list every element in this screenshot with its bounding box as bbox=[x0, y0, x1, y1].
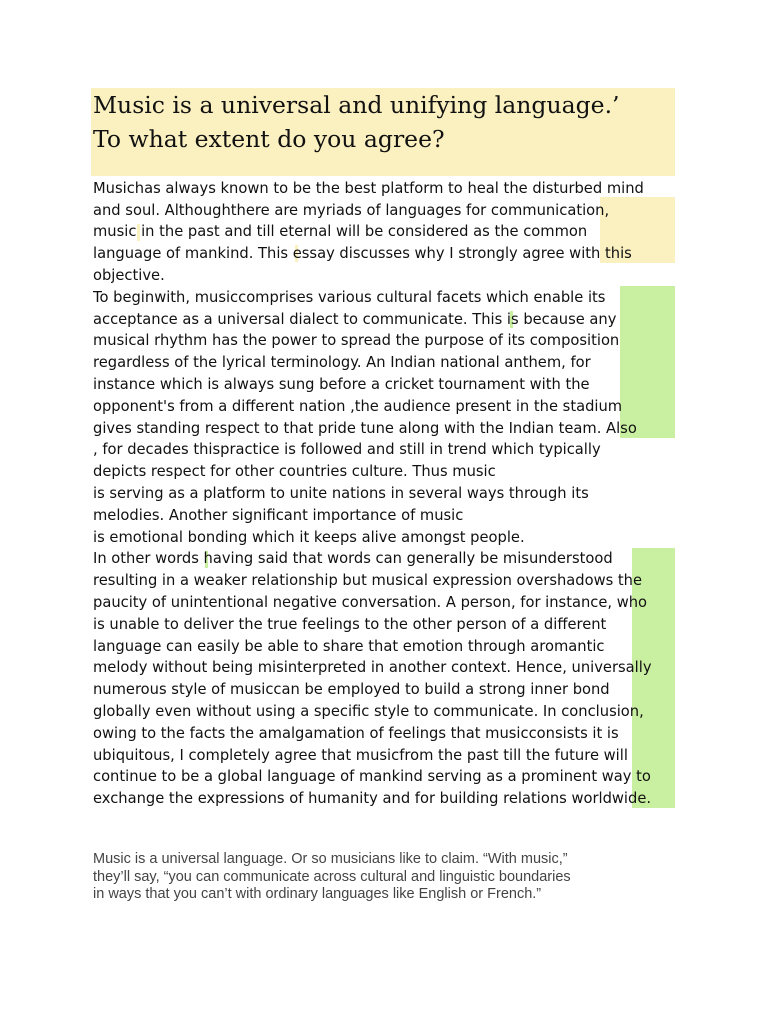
essay-line: instance which is always sung before a cricket tournament with the bbox=[93, 376, 590, 393]
essay-line: music in the past and till eternal will be considered as the common bbox=[93, 223, 588, 240]
essay-line: paucity of unintentional negative conversation. A person, for instance, who bbox=[93, 594, 648, 611]
essay-line: and soul. Althoughthere are myriads of languages for communication, bbox=[93, 202, 610, 219]
footer-paragraph bbox=[93, 851, 683, 904]
essay-line: musical rhythm has the power to spread the purpose of its composition bbox=[93, 332, 620, 349]
footer-line: Music is a universal language. Or so musicians like to claim. “With music,” bbox=[93, 851, 568, 867]
essay-line: numerous style of musiccan be employed to build a strong inner bond bbox=[93, 681, 610, 698]
page-title-line-2: To what extent do you agree? bbox=[93, 125, 445, 153]
essay-line: depicts respect for other countries culture. Thus music bbox=[93, 463, 496, 480]
essay-line: To beginwith, musiccomprises various cultural facets which enable its bbox=[93, 289, 606, 306]
essay-line: melody without being misinterpreted in another context. Hence, universally bbox=[93, 659, 652, 676]
essay-line: regardless of the lyrical terminology. An Indian national anthem, for bbox=[93, 354, 591, 371]
footer-line: they’ll say, “you can communicate across cultural and linguistic boundaries bbox=[93, 868, 571, 885]
footer-line: in ways that you can’t with ordinary languages like English or French.” bbox=[93, 886, 542, 902]
essay-line: Musichas always known to be the best platform to heal the disturbed mind bbox=[93, 180, 644, 197]
essay-line: continue to be a global language of mankind serving as a prominent way to bbox=[93, 768, 651, 785]
essay-line: globally even without using a specific style to communicate. In conclusion, bbox=[93, 703, 644, 720]
essay-line: opponent's from a different nation ,the audience present in the stadium bbox=[93, 398, 623, 415]
essay-line: language of mankind. This essay discusses why I strongly agree with this bbox=[93, 245, 632, 262]
essay-line: is emotional bonding which it keeps alive amongst people. bbox=[93, 529, 525, 546]
essay-line: objective. bbox=[93, 267, 165, 284]
essay-line: resulting in a weaker relationship but musical expression overshadows the bbox=[93, 572, 643, 589]
page-title-line-1: Music is a universal and unifying language.’ bbox=[93, 91, 620, 119]
essay-line: language can easily be able to share that emotion through aromantic bbox=[93, 638, 605, 655]
essay-line: acceptance as a universal dialect to communicate. This is because any bbox=[93, 311, 617, 328]
essay-line: , for decades thispractice is followed and still in trend which typically bbox=[93, 441, 601, 458]
essay-line: owing to the facts the amalgamation of feelings that musicconsists it is bbox=[93, 725, 619, 742]
essay-line: ubiquitous, I completely agree that musicfrom the past till the future will bbox=[93, 747, 628, 764]
essay-line: is serving as a platform to unite nations in several ways through its bbox=[93, 485, 589, 502]
essay-line: gives standing respect to that pride tune along with the Indian team. Also bbox=[93, 420, 637, 437]
essay-line: is unable to deliver the true feelings to the other person of a different bbox=[93, 616, 607, 633]
essay-line: In other words having said that words can generally be misunderstood bbox=[93, 550, 613, 567]
essay-line: exchange the expressions of humanity and for building relations worldwide. bbox=[93, 790, 652, 807]
essay-line: melodies. Another significant importance of music bbox=[93, 507, 464, 524]
paragraph-highlight-green bbox=[620, 286, 675, 438]
